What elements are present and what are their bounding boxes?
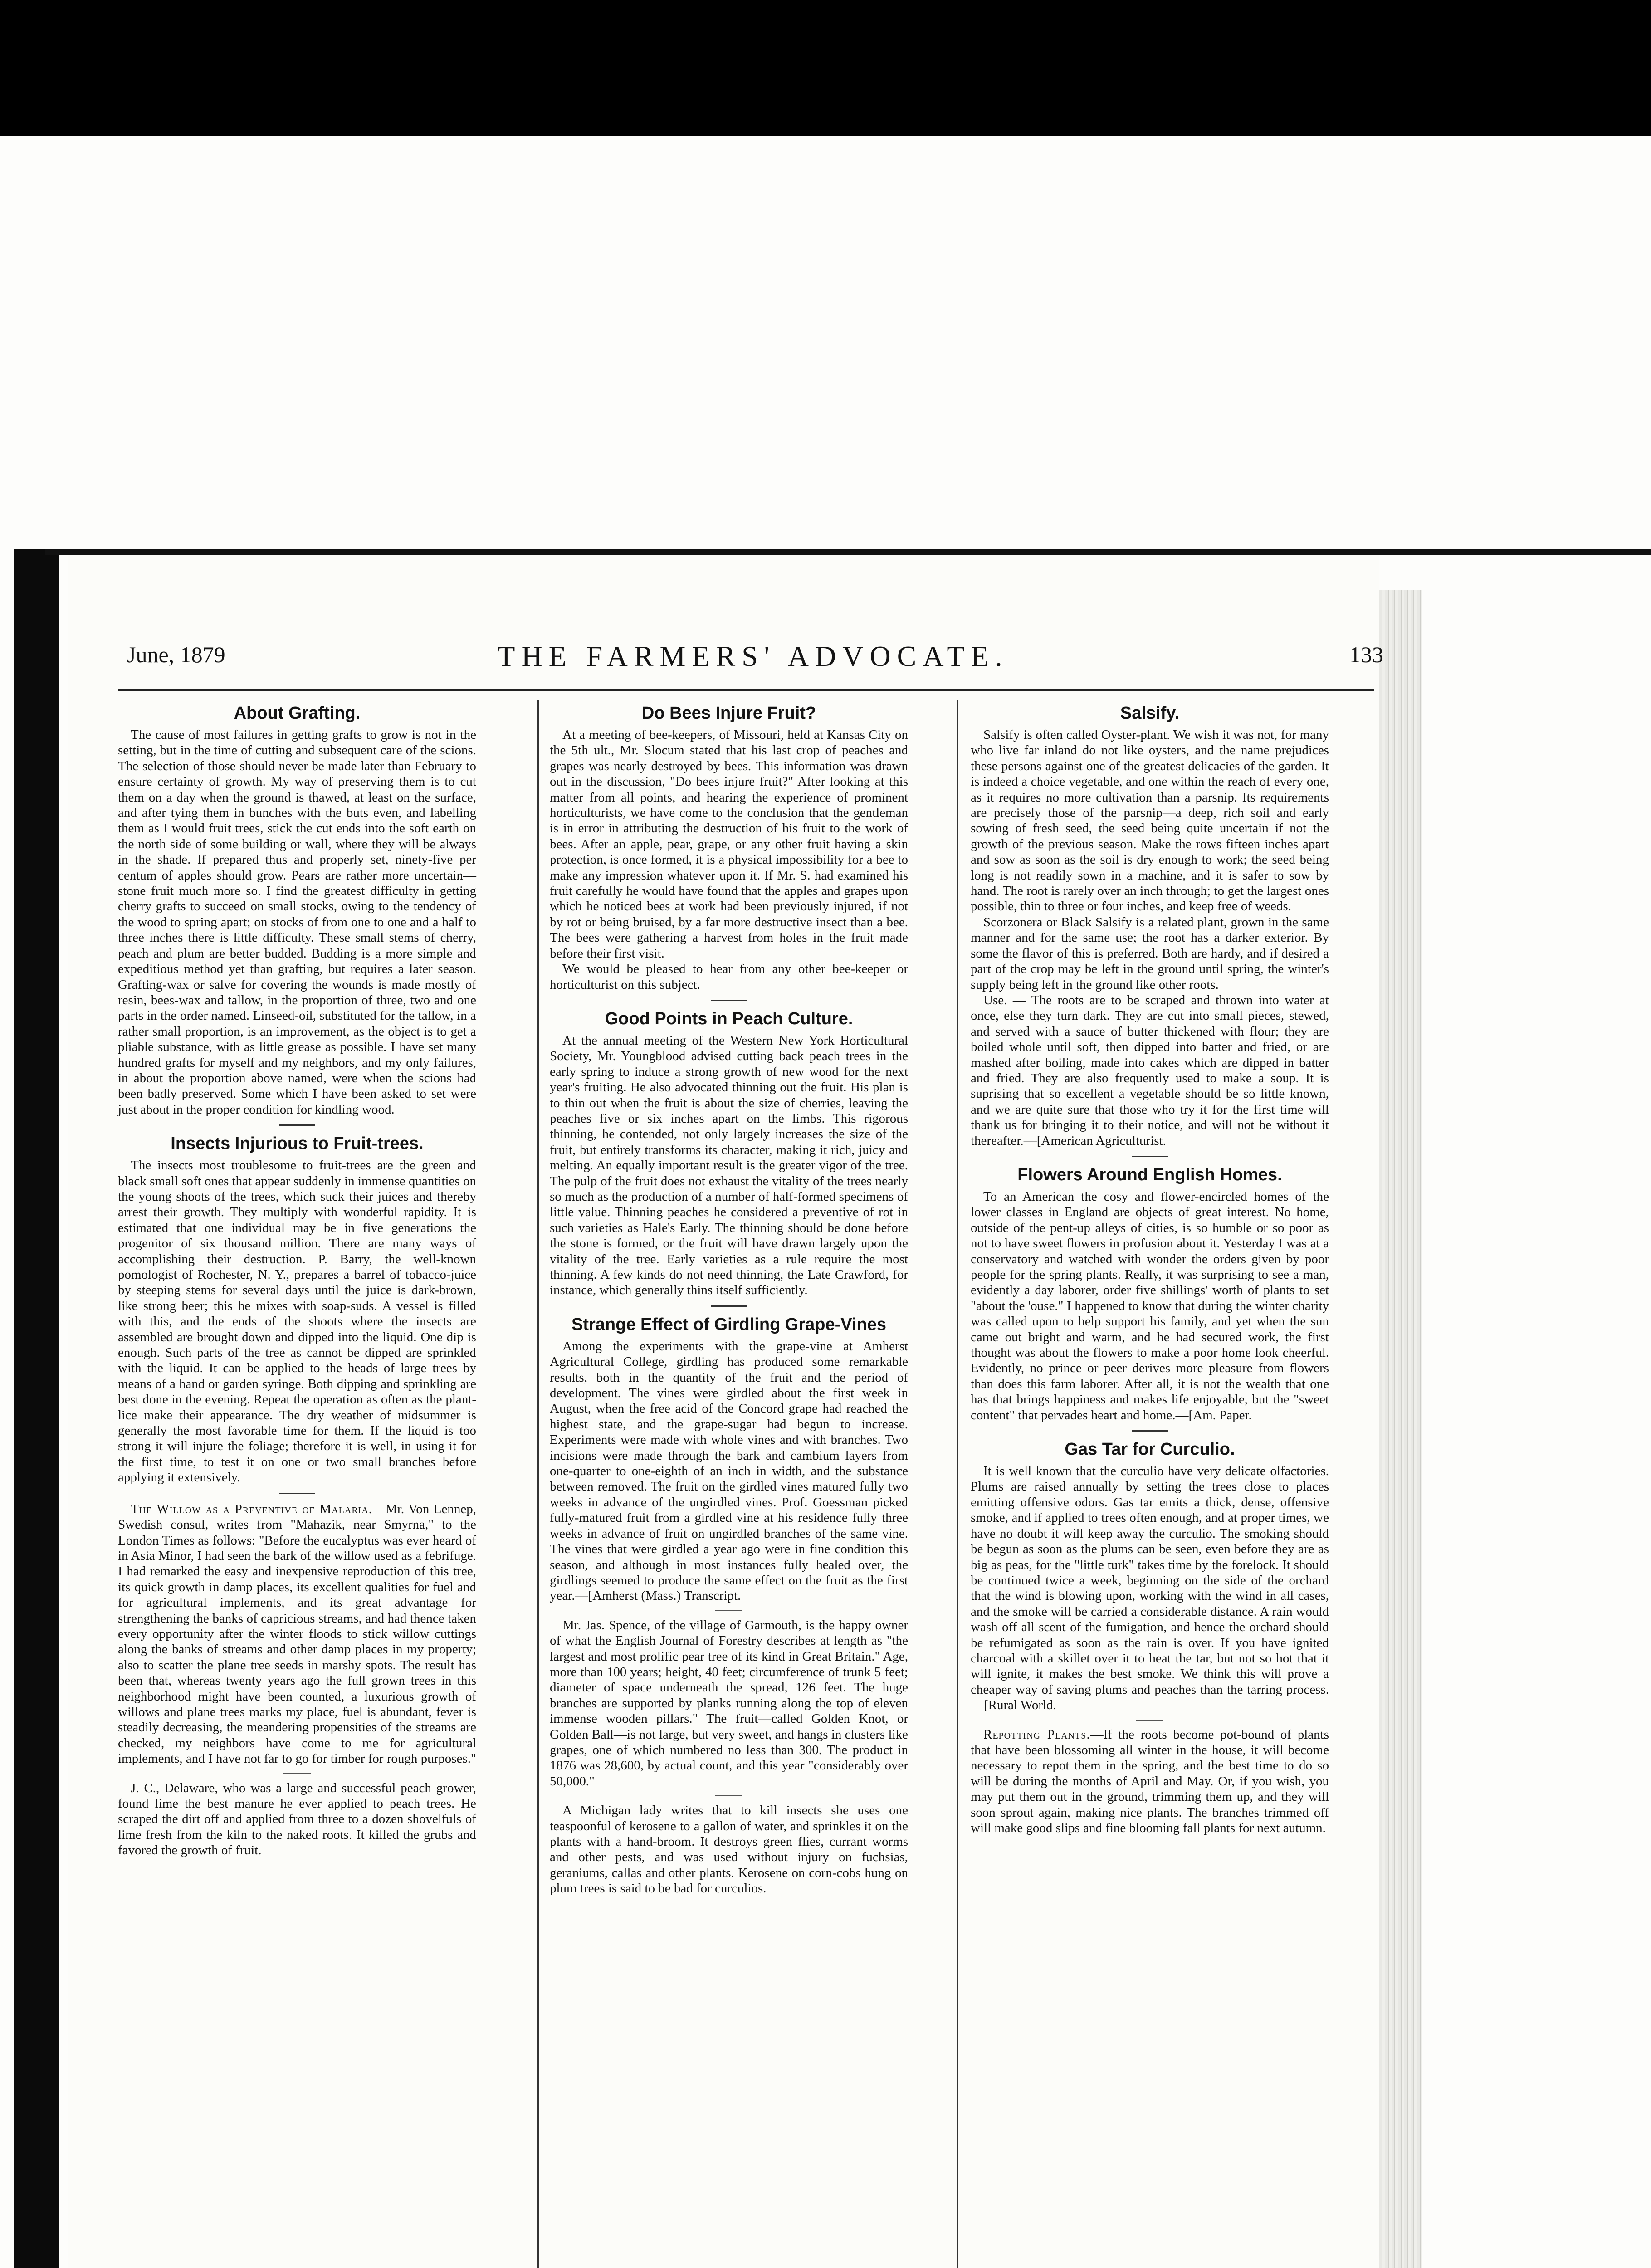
page-number: 133 [1349,642,1383,667]
article-paragraph: The cause of most failures in getting grafts to grow is not in the setting, but in the time of cutting and subsequent care of the scions. The selection of those should never be made later than February to ensure certainty of growth. My way of preserving them is to cut them on a day when the ground is thawed, at least on the surface, and after tying them in bunches with the buts even, and labelling them as I would fruit trees, stick the cut ends into the soft earth on the north side of some building or wall, where they will be always in the shade. If prepared thus and properly set, ninety-five per centum of apples should grow. Pears are rather more uncertain—stone fruit much more so. I find the greatest difficulty in getting cherry grafts to succeed on small stocks, owing to the tendency of the wood to spring apart; on stocks of from one to one and a half to three inches there is little difficulty. These small stems of cherry, peach and plum are better budded. Budding is a more simple and expeditious method yet than grafting, but requires a later season. Grafting-wax or salve for covering the wounds is made mostly of resin, bees-wax and tallow, in the proportion of three, two and one parts in the order named. Linseed-oil, substituted for the tallow, in a rather small proportion, is an improvement, as the object is to get a pliable substance, with as little grease as possible. I have set many hundred grafts for myself and my neighbors, and my only failures, in about the proportion above named, were when the scions had been badly preserved. Some which I have been asked to set were just about in the proper condition for kindling wood. [118,728,476,1117]
article-divider [711,1305,747,1307]
article-paragraph: Among the experiments with the grape-vine at Amherst Agricultural College, girdling has produced some remarkable results, both in the quantity of the fruit and the period of development. The vines were girdled about the first week in August, when the free acid of the Concord grape had reached the highest state, and the grape-sugar had begun to increase. Experiments were made with whole vines and with branches. Two incisions were made through the bark and cambium layers from one-quarter to one-eighth of an inch in width, and the substance between removed. The fruit on the girdled vines matured fully two weeks in advance of the ungirdled vines. Prof. Goessman picked fully-matured fruit from a girdled vine at his residence fully three weeks in advance of fruit on ungirdled branches of the same vine. The vines that were girdled a year ago were in fine condition this season, and although in most instances fully healed over, the girdlings seemed to produce the same effect on the fruit as the first year.—[Amherst (Mass.) Transcript. [550,1339,908,1603]
article-divider [715,1795,742,1796]
article-title: Insects Injurious to Fruit-trees. [171,1134,424,1154]
article-body: —Mr. Von Lennep, Swedish consul, writes from "Mahazik, near Smyrna," to the London Times as follows: "Before the eucalyptus was ever heard of in Asia Minor, I had seen the bark of the willow used as a febrifuge. I had remarked the easy and inexpensive reproduction of this tree, its quick growth in damp places, its excellent qualities for fuel and for agricultural implements, and its great advantage for strengthening the banks of capricious streams, and had thence taken every opportunity after the winter floods to stick willow cuttings along the banks of streams and other damp places in my property; also to scatter the plane tree seeds in marshy spots. The result has been that, whereas twenty years ago the full grown trees in this neighborhood might have been counted, a luxurious growth of willows and plane trees marks my place, fuel is abundant, fever is steadily decreasing, the meandering propensities of the streams are checked, my neighbors have come to me for agricultural implements, and I have not far to go for timber for rough purposes." [118,1501,477,1766]
article-paragraph: Scorzonera or Black Salsify is a related plant, grown in the same manner and for the same use; the root has a darker exterior. By some the flavor of this is preferred. Both are hardy, and if desired a part of the crop may be left in the ground until spring, the winter's supply being left in the ground like other roots. [971,914,1329,992]
article-paragraph: It is well known that the curculio have very delicate olfactories. Plums are raised annually by setting the trees close to places emitting offensive odors. Gas tar emits a thick, dense, offensive smoke, and if applied to trees often enough, and at proper times, we have no doubt it will keep away the curculio. The smoking should be begun as soon as the plums can be seen, even before they are as big as peas, for the "little turk" takes time by the forelock. It should be continued twice a week, beginning on the side of the orchard that the wind is blowing upon, working with the wind in all cases, and the smoke will be carried a considerable distance. A rain would wash off all scent of the fumigation, and hence the orchard should be refumigated as soon as the rain is over. If you have ignited charcoal with a skillet over it to heat the tar, but not so hot that it will ignite, it makes the best smoke. We think this will prove a cheaper way of saving plums and peaches than the tarring process.—[Rural World. [971,1464,1329,1713]
page-fore-edge [1379,590,1422,2268]
column-rule [957,700,958,2268]
article-title: Do Bees Injure Fruit? [641,704,816,723]
article-paragraph: We would be pleased to hear from any other bee-keeper or horticulturist on this subject. [550,962,908,992]
article-body: —If the roots become pot-bound of plants that have been blossoming all winter in the house, it will become necessary to repot them in the spring, and the best time to do so will be during the months of April and May. Or, if you wish, you may put them out in the ground, trimming them up, and they will soon sprout again, making nice plants. The branches trimmed off will make good slips and fine blooming fall plants for next autumn. [971,1727,1329,1835]
article-divider [279,1124,315,1126]
article-title: Gas Tar for Curculio. [1065,1440,1235,1459]
article-paragraph: At the annual meeting of the Western New York Horticultural Society, Mr. Youngblood advised cutting back peach trees in the early spring to induce a strong growth of new wood for the next year's fruiting. He also advocated thinning out the fruit. His plan is to thin out when the fruit is about the size of cherries, leaving the peaches five or six inches apart on the limbs. This rigorous thinning, he contended, not only largely increases the size of the fruit, but entirely transforms its character, making it rich, juicy and melting. An equally important result is the greater vigor of the tree. The pulp of the fruit does not exhaust the vitality of the trees nearly so much as the production of a number of half-formed specimens of little value. Thinning peaches he considered a preventive of rot in such varieties as Hale's Early. The thinning should be done before the stone is formed, or the fruit will have drawn largely upon the vitality of the tree. Early varieties as a rule require the most thinning. A few kinds do not need thinning, the Late Crawford, for instance, which generally thins itself sufficiently. [550,1033,908,1298]
article-divider [715,1610,742,1611]
column-middle [550,703,908,1897]
issue-date: June, 1879 [127,642,225,667]
article-paragraph [118,1501,476,1767]
column-left [118,703,476,1858]
article-title: Salsify. [1120,704,1180,723]
masthead-title: THE FARMERS' ADVOCATE. [497,640,1009,672]
article-divider [1136,1720,1163,1721]
article-paragraph: J. C., Delaware, who was a large and successful peach grower, found lime the best manure he ever applied to peach trees. He scraped the dirt off and applied from three to a dozen shovelfuls of lime fresh from the kiln to the naked roots. It killed the grubs and favored the growth of fruit. [118,1780,476,1858]
article-divider [279,1493,315,1494]
article-paragraph: At a meeting of bee-keepers, of Missouri, held at Kansas City on the 5th ult., Mr. Slocum stated that his last crop of peaches and grapes was nearly destroyed by bees. This information was drawn out in the discussion, "Do bees injure fruit?" After looking at this matter from all points, and hearing the experience of prominent horticulturists, we have come to the conclusion that the gentleman is in error in attributing the destruction of his fruit to the work of bees. After an apple, pear, grape, or any other fruit having a skin protection, is once formed, it is a physical impossibility for a bee to make any impression whatever upon it. If Mr. S. had examined his fruit carefully he would have found that the apples and grapes upon which he noticed bees at work had been previously injured, if not by rot or being bruised, by a far more destructive insect than a bee. The bees were gathering a harvest from holes in the fruit made before their first visit. [550,728,908,961]
column-right [971,703,1329,1836]
article-title: Strange Effect of Girdling Grape-Vines [572,1315,886,1334]
article-paragraph: Salsify is often called Oyster-plant. We wish it was not, for many who live far inland do not like oysters, and the name prejudices these persons against one of the greatest delicacies of the garden. It is indeed a choice vegetable, and one within the reach of every one, as it requires no more cultivation than a parsnip. Its requirements are precisely those of the parsnip—a deep, rich soil and early sowing of fresh seed, the seed being quite uncertain if not the growth of the previous season. Make the rows fifteen inches apart and sow as soon as the soil is dry enough to work; the seed being long is not readily sown in a machine, and it is safer to sow by hand. The root is rarely over an inch through; to get the largest ones possible, thin to three or four inches, and keep free of weeds. [971,728,1329,914]
article-paragraph: A Michigan lady writes that to kill insects she uses one teaspoonful of kerosene to a gallon of water, and sprinkles it on the plants with a hand-broom. It destroys green flies, currant worms and other pests, and was used without injury on fuchsias, geraniums, callas and other plants. Kerosene on corn-cobs hung on plum trees is said to be bad for curculios. [550,1803,908,1896]
scan-gutter [14,549,59,2268]
article-divider [1132,1430,1168,1432]
article-paragraph: The insects most troublesome to fruit-trees are the green and black small soft ones that appear suddenly in immense quantities on the young shoots of the trees, which suck their juices and thereby arrest their growth. They multiply with wonderful rapidity. It is estimated that one individual may be in five generations the progenitor of six thousand million. There are many ways of accomplishing their destruction. P. Barry, the well-known pomologist of Rochester, N. Y., prepares a barrel of tobacco-juice by steeping stems for several days until the juice is dark-brown, like strong beer; this he mixes with soap-suds. A vessel is filled with this, and the ends of the shoots where the insects are assembled are brought down and dipped into the liquid. One dip is enough. Such parts of the tree as cannot be dipped are sprinkled with the liquid. It can be applied to the heads of large trees by means of a hand or garden syringe. Both dipping and sprinkling are best done in the evening. Repeat the operation as often as the plant-lice make their appearance. The dry weather of midsummer is generally the most favorable time for them. If the liquid is too strong it will injure the foliage; therefore it is well, in using it for the first time, to test it on one or two small branches before applying it extensively. [118,1158,476,1485]
article-lead: The Willow as a Preventive of Malaria. [131,1501,373,1516]
page-header [127,641,1383,682]
header-rule [118,689,1374,691]
article-lead: Repotting Plants. [983,1727,1090,1742]
article-divider [711,1000,747,1001]
article-paragraph: To an American the cosy and flower-encircled homes of the lower classes in England are objects of great interest. No home, outside of the pent-up alleys of cities, is so humble or so poor as not to have sweet flowers in profusion about it. Yesterday I was at a conservatory and watched with wonder the orders given by poor people for the spring plants. Really, it was surprising to see a man, evidently a day laborer, order five shillings' worth of plants to set "about the 'ouse." I happened to know that during the winter charity was called upon to help support his family, and yet when the sun came out bright and warm, and he had secured work, the first thought was about the flowers to make a poor home look cheerful. Evidently, no prince or peer derives more pleasure from flowers than does this farm laborer. After all, it is not the wealth that one has that brings happiness and makes life enjoyable, but the "sweet content" that pervades heart and home.—[Am. Paper. [971,1189,1329,1422]
article-paragraph: Mr. Jas. Spence, of the village of Garmouth, is the happy owner of what the English Journal of Forestry describes at length as "the largest and most prolific pear tree of its kind in Great Britain." Age, more than 100 years; height, 40 feet; circumference of trunk 5 feet; diameter of space underneath the spread, 126 feet. The huge branches are supported by planks running along the top of eleven immense wooden pillars." The fruit—called Golden Knot, or Golden Ball—is not large, but very sweet, and hangs in clusters like grapes, one of which numbered no less than 300. The product in 1876 was 28,600, by actual count, and this year "considerably over 50,000." [550,1618,908,1789]
column-rule [537,700,539,2268]
article-title: Good Points in Peach Culture. [605,1009,853,1028]
article-title: Flowers Around English Homes. [1017,1165,1282,1184]
article-divider [283,1773,311,1774]
article-paragraph [971,1727,1329,1836]
article-title: About Grafting. [234,704,361,723]
article-divider [1132,1156,1168,1157]
article-paragraph: Use. — The roots are to be scraped and thrown into water at once, else they turn dark. They are cut into small pieces, stewed, and served with a sauce of butter thickened with flour; they are boiled whole until soft, then dipped into batter and fried, or are mashed after boiling, made into cakes which are dipped in batter and fried. They are also frequently used to make a soup. It is suprising that so excellent a vegetable should be so little known, and we are quite sure that those who try it for the first time will thank us for bringing it to their notice, and will not be without it thereafter.—[American Agriculturist. [971,992,1329,1148]
newspaper-page [68,555,1383,2268]
page-top-edge [45,549,1651,555]
